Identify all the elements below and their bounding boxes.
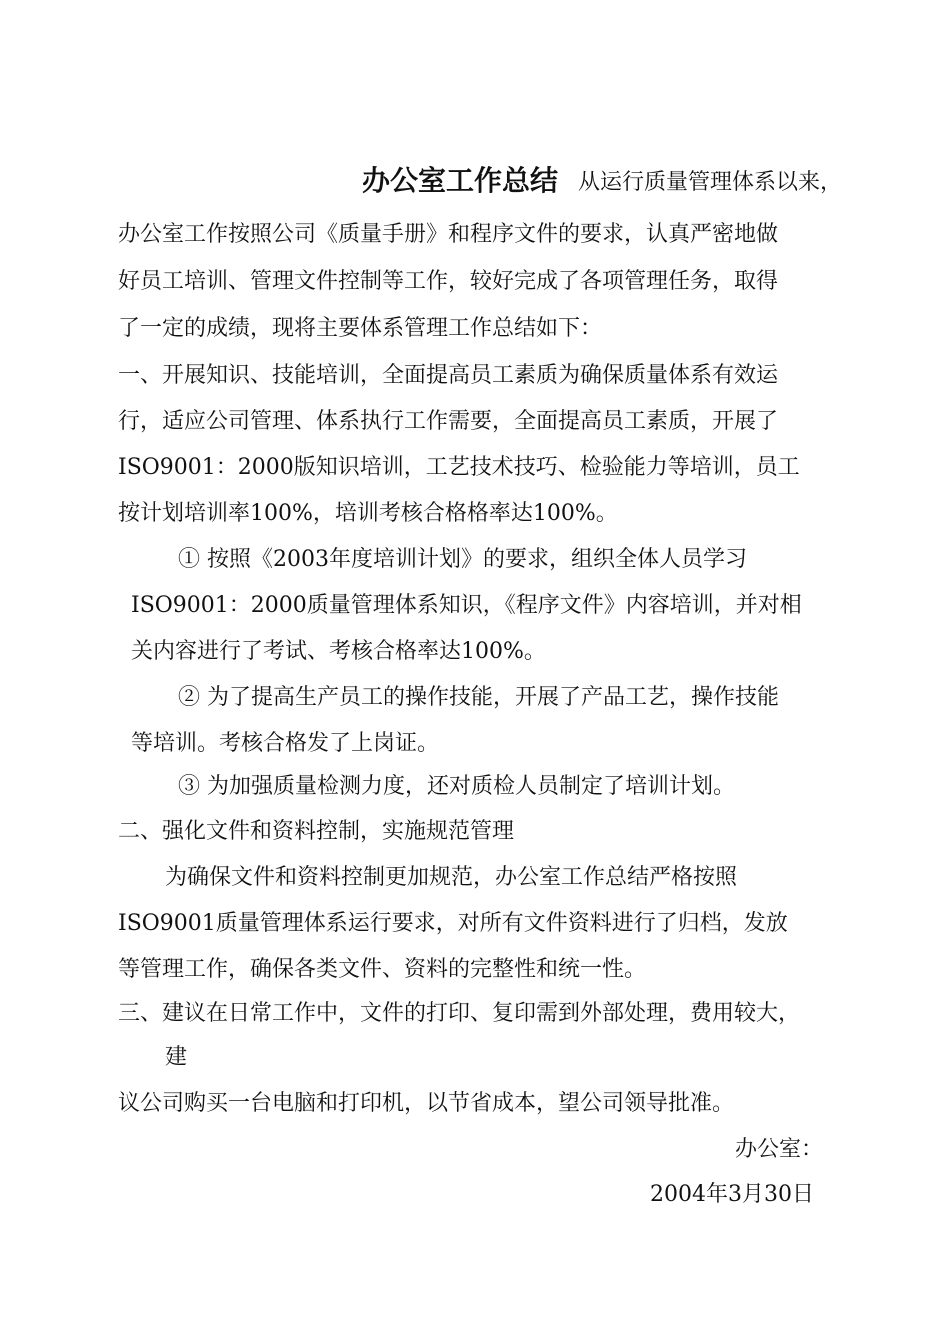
text-line: 关内容进行了考试、考核合格率达100%。 [131, 639, 546, 664]
text-line: 行，适应公司管理、体系执行工作需要，全面提高员工素质，开展了 [118, 409, 779, 434]
text-line: 议公司购买一台电脑和打印机，以节省成本，望公司领导批准。 [118, 1091, 735, 1116]
text-line: 按计划培训率100%，培训考核合格格率达100%。 [118, 501, 618, 526]
text-line: ISO9001：2000版知识培训，工艺技术技巧、检验能力等培训，员工 [118, 455, 800, 480]
text-line: 为确保文件和资料控制更加规范，办公室工作总结严格按照 [165, 865, 738, 890]
text-line: 了一定的成绩，现将主要体系管理工作总结如下： [118, 316, 603, 341]
text-line: 好员工培训、管理文件控制等工作，较好完成了各项管理任务，取得 [118, 269, 779, 294]
document-title: 办公室工作总结 [362, 164, 559, 197]
text-line: 等管理工作，确保各类文件、资料的完整性和统一性。 [118, 957, 647, 982]
section-heading: 一、开展知识、技能培训，全面提高员工素质为确保质量体系有效运 [118, 363, 779, 388]
section-heading: 二、强化文件和资料控制，实施规范管理 [118, 819, 515, 844]
list-item-text: ② 为了提高生产员工的操作技能，开展了产品工艺，操作技能 [178, 685, 779, 710]
text-line: 办公室工作按照公司《质量手册》和程序文件的要求，认真严密地做 [118, 222, 779, 247]
signature: 办公室： [735, 1137, 824, 1162]
list-item-text: ① 按照《2003年度培训计划》的要求，组织全体人员学习 [178, 547, 747, 572]
text-line: ISO9001质量管理体系运行要求，对所有文件资料进行了归档，发放 [118, 911, 788, 936]
section-heading: 三、建议在日常工作中，文件的打印、复印需到外部处理，费用较大， [118, 1001, 801, 1026]
document-date: 2004年3月30日 [650, 1182, 814, 1207]
text-line: 等培训。考核合格发了上岗证。 [131, 731, 440, 756]
text-line: 建 [165, 1045, 188, 1070]
text-line: 从运行质量管理体系以来， [578, 170, 843, 195]
list-item-text: ③ 为加强质量检测力度，还对质检人员制定了培训计划。 [178, 774, 735, 799]
text-line: ISO9001：2000质量管理体系知识，《程序文件》内容培训，并对相 [131, 593, 802, 618]
